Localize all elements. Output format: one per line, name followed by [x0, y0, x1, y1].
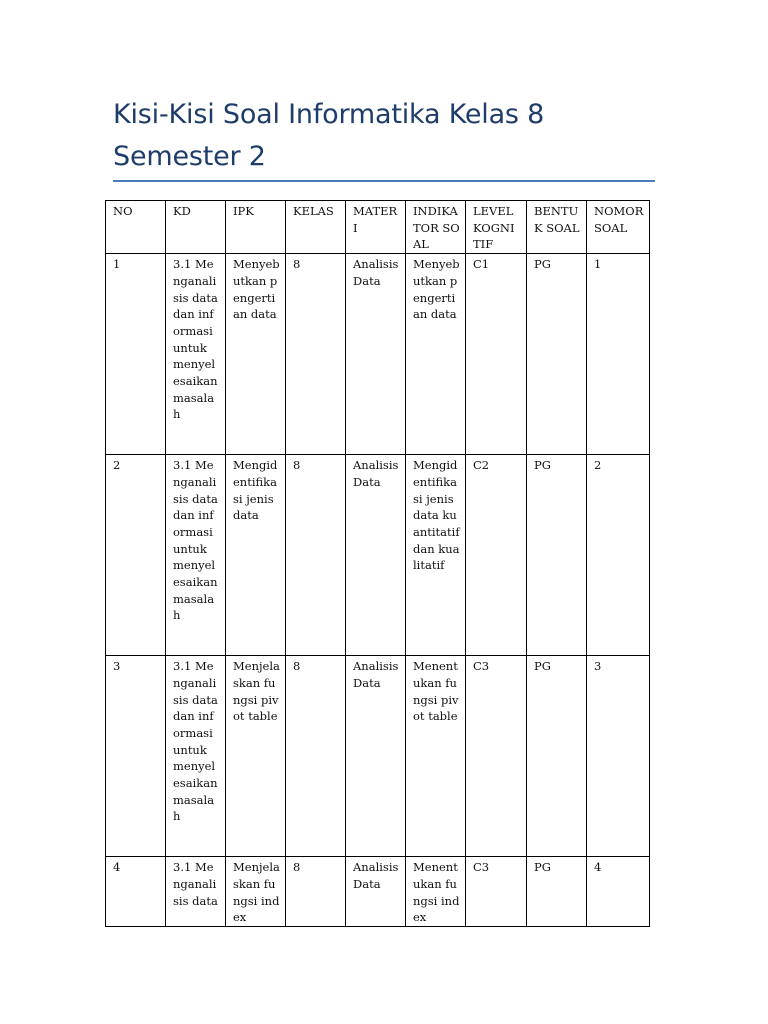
cell-no: 3 [106, 656, 166, 857]
cell-materi: Analisis Data [346, 656, 406, 857]
cell-level-kognitif: C3 [466, 857, 527, 927]
table-row [106, 656, 650, 857]
cell-ipk: Menjelaskan fungsi pivot table [226, 656, 286, 857]
cell-kelas: 8 [286, 656, 346, 857]
header-cell-bentuk-soal: BENTUK SOAL [527, 201, 587, 254]
title-underline [113, 180, 655, 182]
page-title: Kisi-Kisi Soal Informatika Kelas 8 Semester 2 [113, 99, 545, 172]
cell-kd: 3.1 Menganalisis data [166, 857, 226, 927]
cell-nomor-soal: 3 [587, 656, 650, 857]
cell-indikator-soal: Menyebutkan pengertian data [406, 254, 466, 455]
cell-no: 1 [106, 254, 166, 455]
header-cell-materi: MATERI [346, 201, 406, 254]
table-row [106, 857, 650, 927]
cell-bentuk-soal: PG [527, 857, 587, 927]
cell-bentuk-soal: PG [527, 254, 587, 455]
cell-bentuk-soal: PG [527, 656, 587, 857]
cell-no: 2 [106, 455, 166, 656]
cell-indikator-soal: Menentukan fungsi index [406, 857, 466, 927]
cell-materi: Analisis Data [346, 254, 406, 455]
cell-ipk: Menjelaskan fungsi index [226, 857, 286, 927]
cell-kelas: 8 [286, 455, 346, 656]
cell-kd: 3.1 Menganalisis data dan informasi untuk menyelesaikan masalah [166, 656, 226, 857]
cell-bentuk-soal: PG [527, 455, 587, 656]
cell-level-kognitif: C2 [466, 455, 527, 656]
table-row [106, 254, 650, 455]
cell-kd: 3.1 Menganalisis data dan informasi untuk menyelesaikan masalah [166, 455, 226, 656]
cell-level-kognitif: C3 [466, 656, 527, 857]
cell-ipk: Menyebutkan pengertian data [226, 254, 286, 455]
kisi-kisi-table [105, 200, 650, 927]
table-row [106, 455, 650, 656]
cell-level-kognitif: C1 [466, 254, 527, 455]
header-cell-indikator-soal: INDIKATOR SOAL [406, 201, 466, 254]
header-cell-kd: KD [166, 201, 226, 254]
header-cell-level-kognitif: LEVEL KOGNITIF [466, 201, 527, 254]
cell-kelas: 8 [286, 254, 346, 455]
header-cell-nomor-soal: NOMOR SOAL [587, 201, 650, 254]
cell-kd: 3.1 Menganalisis data dan informasi untuk menyelesaikan masalah [166, 254, 226, 455]
header-row [106, 201, 650, 254]
cell-kelas: 8 [286, 857, 346, 927]
cell-no: 4 [106, 857, 166, 927]
cell-materi: Analisis Data [346, 455, 406, 656]
header-cell-no: NO [106, 201, 166, 254]
cell-nomor-soal: 1 [587, 254, 650, 455]
header-cell-kelas: KELAS [286, 201, 346, 254]
cell-indikator-soal: Menentukan fungsi pivot table [406, 656, 466, 857]
cell-nomor-soal: 4 [587, 857, 650, 927]
cell-materi: Analisis Data [346, 857, 406, 927]
header-cell-ipk: IPK [226, 201, 286, 254]
cell-nomor-soal: 2 [587, 455, 650, 656]
cell-ipk: Mengidentifikasi jenis data [226, 455, 286, 656]
cell-indikator-soal: Mengidentifikasi jenis data kuantitatif dan kualitatif [406, 455, 466, 656]
